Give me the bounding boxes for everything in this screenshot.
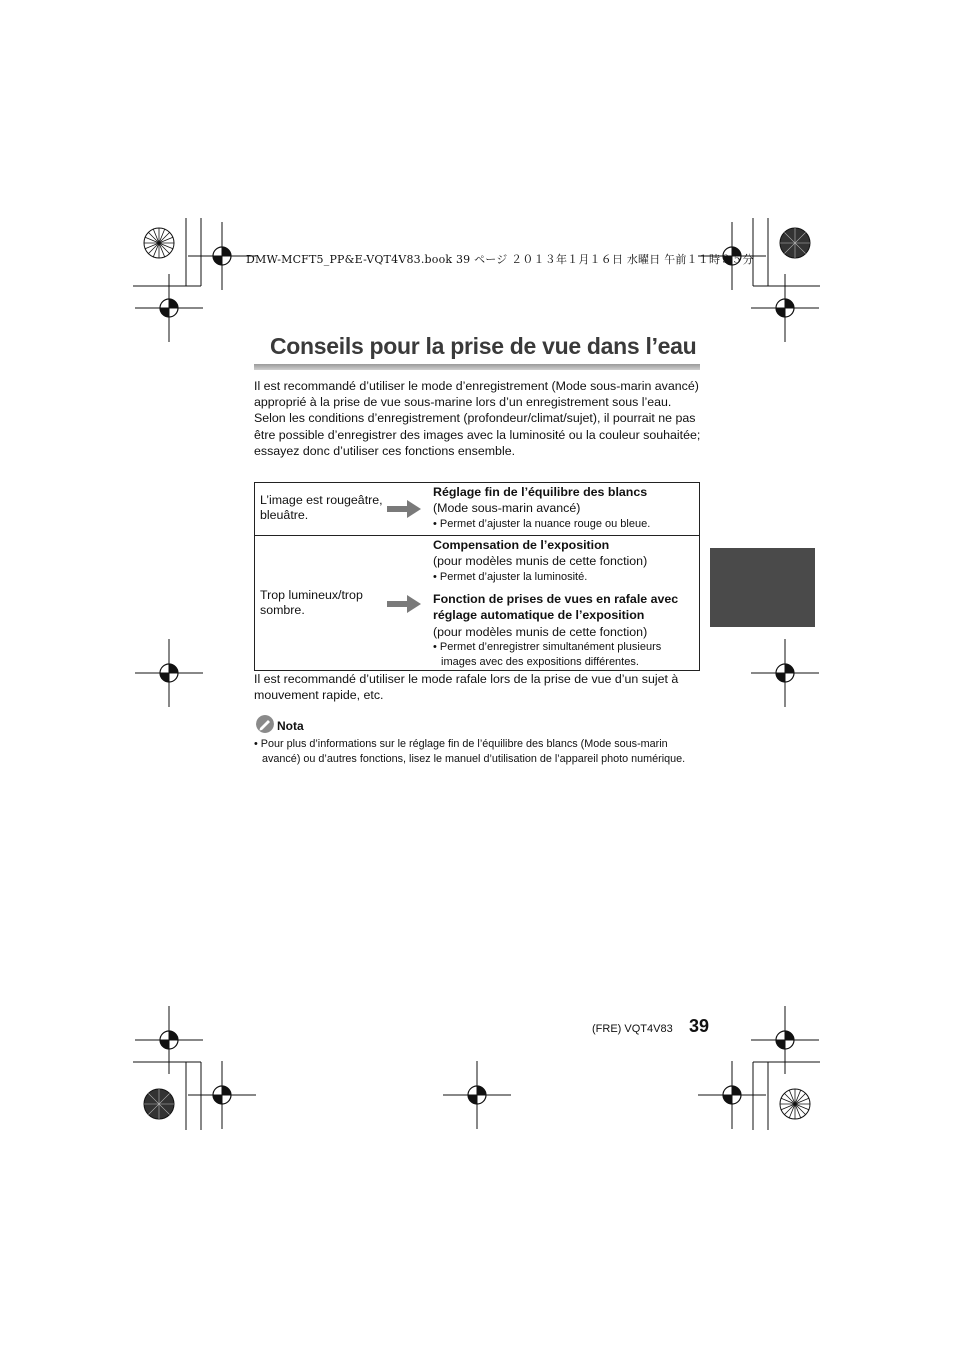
right-arrow-icon (387, 595, 421, 613)
remedy-bullet: • Permet d’ajuster la nuance rouge ou bleue. (433, 517, 651, 530)
tips-table (254, 482, 700, 671)
footer-code: (FRE) VQT4V83 (592, 1023, 673, 1035)
condition-cell: Trop lumineux/trop sombre. (260, 588, 363, 617)
table-row (255, 483, 699, 536)
title-rule (254, 364, 700, 370)
remedy-sub: (pour modèles munis de cette fonction) (433, 554, 648, 569)
remedy-heading: Fonction de prises de vues en rafale avec réglage automatique de l’exposition (433, 591, 679, 623)
page-title: Conseils pour la prise de vue dans l’eau (270, 333, 697, 359)
print-header: DMW-MCFT5_PP&E-VQT4V83.book 39 ページ ２０１３年１月１６日 水曜日 午前１１時３５分 (246, 253, 754, 266)
after-text: Il est recommandé d’utiliser le mode rafale lors de la prise de vue d’un sujet à mouvement rapide, etc. (254, 672, 679, 703)
remedy-cell (433, 484, 695, 532)
remedy-sub: (Mode sous-marin avancé) (433, 501, 581, 516)
condition-cell: L’image est rougeâtre, bleuâtre. (260, 493, 383, 522)
intro-text (254, 378, 702, 459)
remedy-bullet: • Permet d’enregistrer simultanément plusieurs images avec des expositions différentes. (433, 641, 662, 669)
side-tab (710, 548, 815, 627)
nota-bullet: • Pour plus d’informations sur le réglage fin de l’équilibre des blancs (Mode sous-marin avancé) ou d’autres fonctions, lisez le manuel d’utilisation de l’appareil photo numérique. (254, 738, 686, 765)
intro-paragraph-1: Il est recommandé d’utiliser le mode d’enregistrement (Mode sous-marin avancé) approprié à la prise de vue sous-marine lors d’un enregistrement sous l’eau. (254, 379, 699, 410)
intro-paragraph-2: Selon les conditions d’enregistrement (profondeur/climat/sujet), il pourrait ne pas être possible d’enregistrer des images avec la luminosité ou la couleur souhaitée; essayez donc d’utiliser ces fonctions ensemble. (254, 411, 701, 458)
remedy-bullet: • Permet d’ajuster la luminosité. (433, 570, 588, 583)
right-arrow-icon (387, 500, 421, 518)
remedy-heading: Compensation de l’exposition (433, 538, 610, 552)
remedy-cell (433, 537, 695, 670)
page-number: 39 (689, 1016, 710, 1036)
table-row (255, 536, 699, 670)
remedy-heading: Réglage fin de l’équilibre des blancs (433, 485, 648, 499)
memo-icon (256, 715, 274, 733)
remedy-sub: (pour modèles munis de cette fonction) (433, 624, 648, 639)
nota-label: Nota (277, 719, 304, 733)
